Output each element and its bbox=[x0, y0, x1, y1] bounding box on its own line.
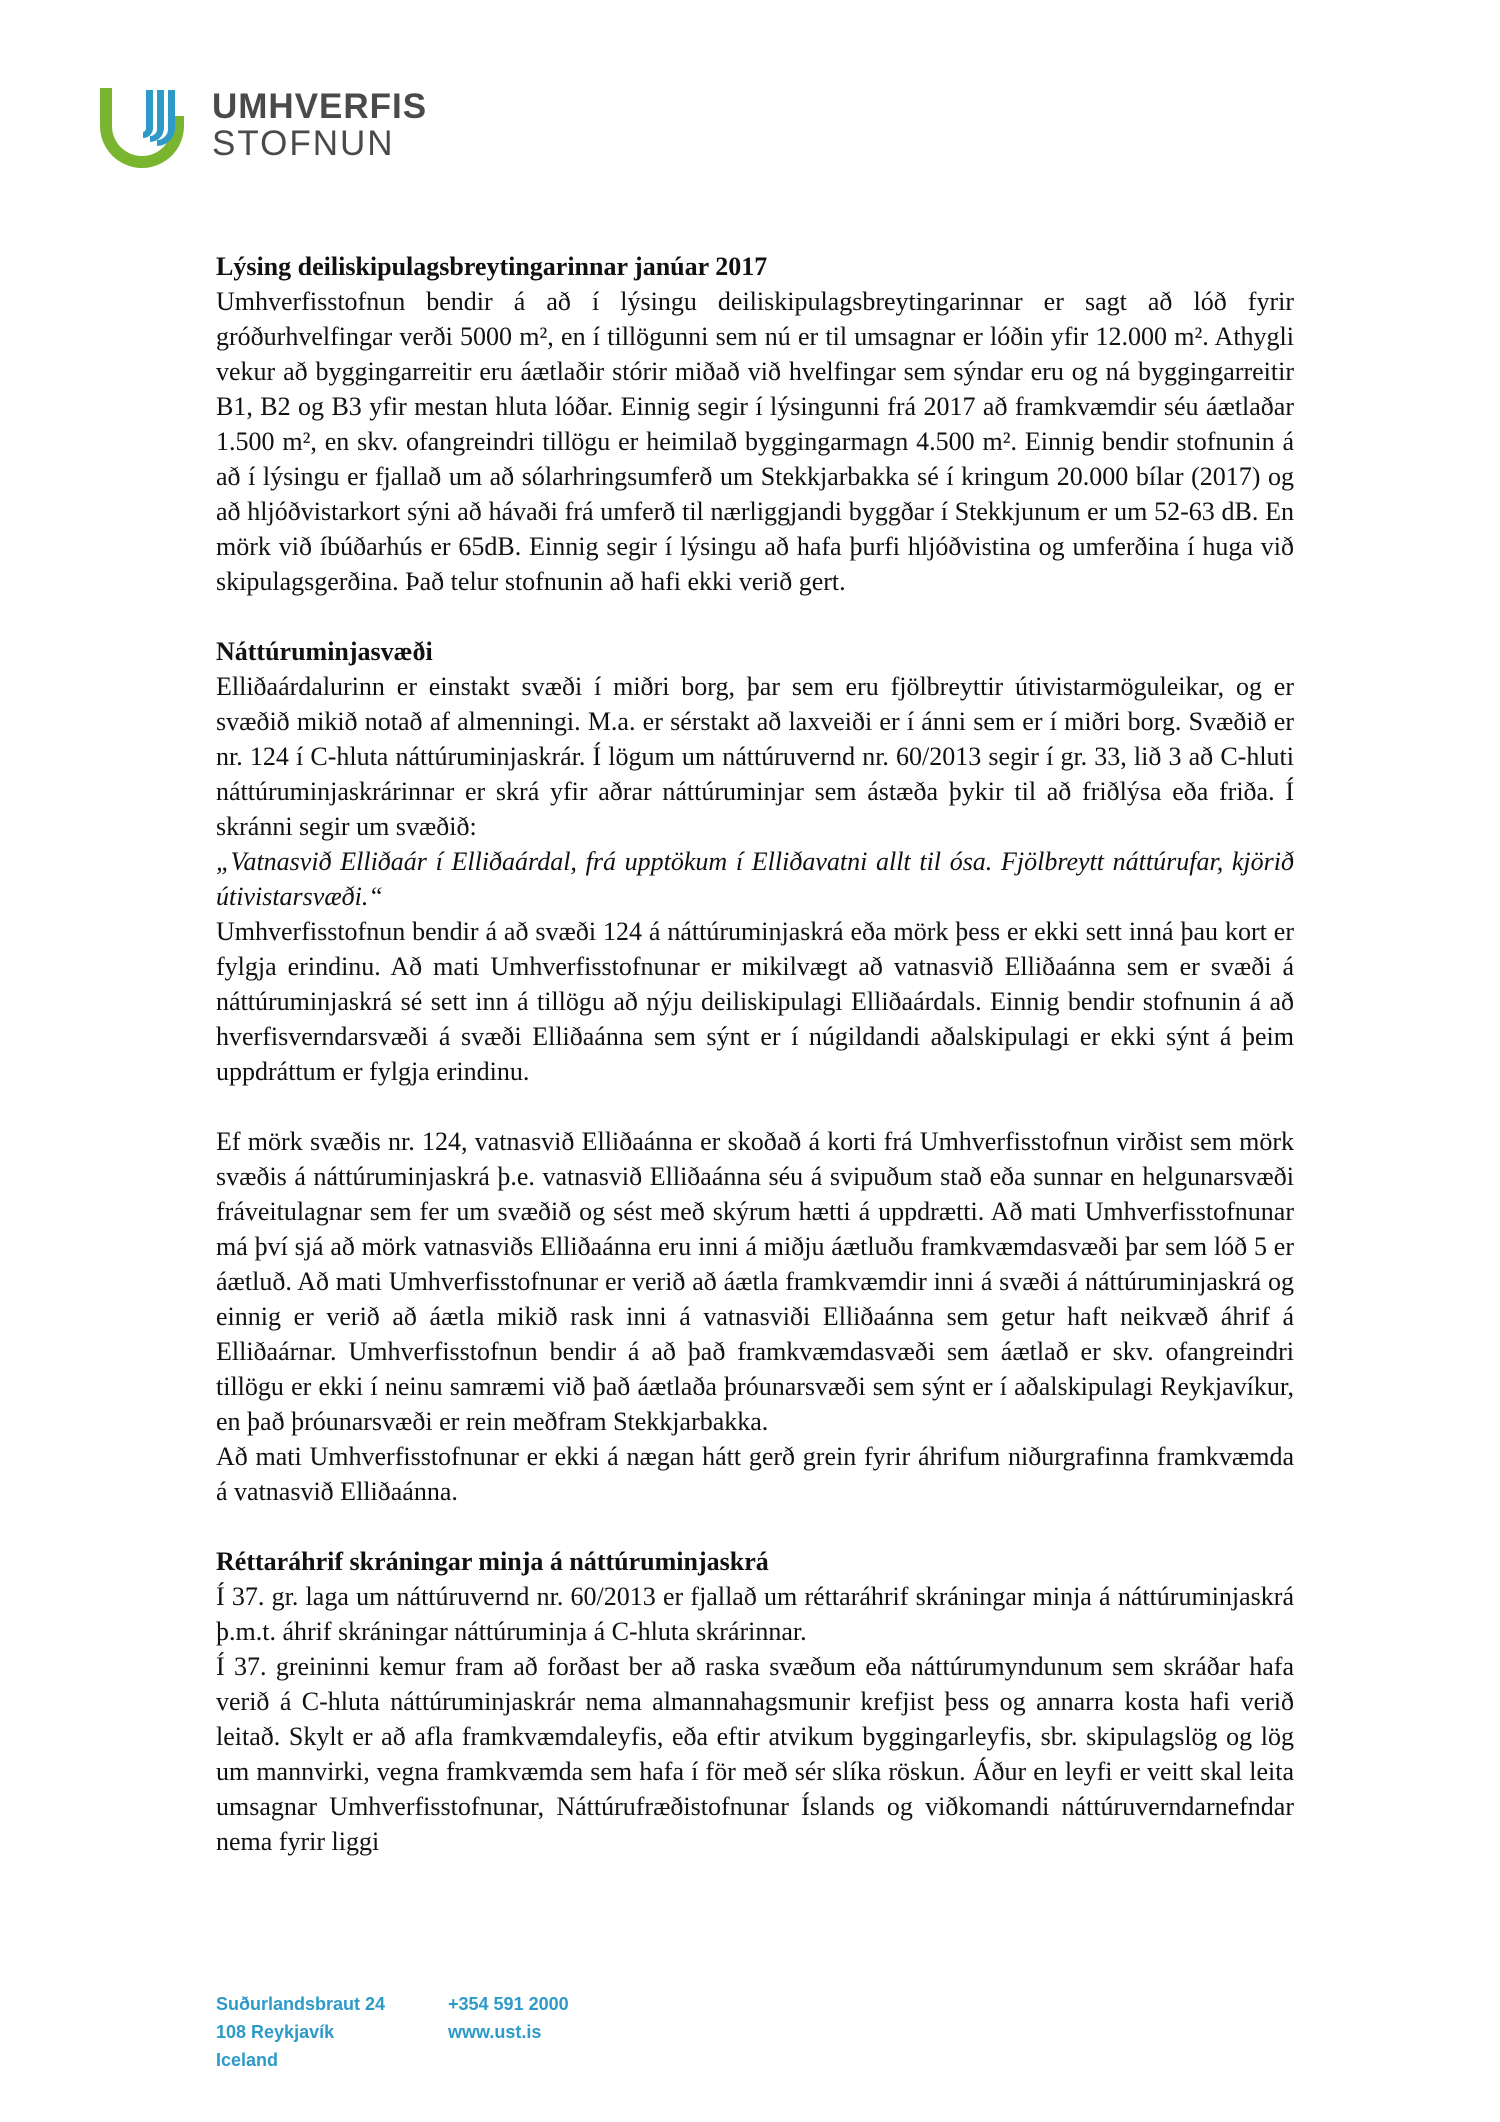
footer-country: Iceland bbox=[216, 2050, 279, 2070]
logo-text-line2: STOFNUN bbox=[212, 124, 395, 163]
paragraph: Í 37. greininni kemur fram að forðast ber að raska svæðum eða náttúrumyndunum sem skráðar hafa verið á C-hluta náttúruminjaskrár nema almannahagsmunir krefjist þess og annarra kosta hafi verið leitað. Skylt er að afla framkvæmdaleyfis, eða eftir atvikum byggingarleyfis, sbr. skipulagslög og lög um mannvirki, vegna framkvæmda sem hafa í för með sér slíka röskun. Áður en leyfi er veitt skal leita umsagnar Umhverfisstofnunar, Náttúrufræðistofnunar Íslands og viðkomandi náttúruverndarnefndar nema fyrir liggi bbox=[216, 1652, 1294, 1856]
paragraph: Ef mörk svæðis nr. 124, vatnasvið Elliðaánna er skoðað á korti frá Umhverfisstofnun virðist sem mörk svæðis á náttúruminjaskrá þ.e. vatnasvið Elliðaánna séu á svipuðum stað eða sunnar en helgunarsvæði fráveitulagnar sem fer um svæðið og sést með skýrum hætti á uppdrætti. Að mati Umhverfisstofnunar má því sjá að mörk vatnasviðs Elliðaánna eru inni á miðju áætluðu framkvæmdasvæði þar sem lóð 5 er áætluð. Að mati Umhverfisstofnunar er verið að áætla framkvæmdir inni á svæði á náttúruminjaskrá og einnig er verið að áætla mikið rask inni á vatnasviði Elliðaánna sem getur haft neikvæð áhrif á Elliðaárnar. Umhverfisstofnun bendir á að það framkvæmdasvæði sem áætlað er skv. ofangreindri tillögu er ekki í neinu samræmi við það áætlaða þróunarsvæði sem sýnt er í aðalskipulagi Reykjavíkur, en það þróunarsvæði er rein meðfram Stekkjarbakka. bbox=[216, 1127, 1294, 1436]
footer-city: 108 Reykjavík bbox=[216, 2022, 335, 2042]
footer-phone: +354 591 2000 bbox=[448, 1994, 569, 2014]
footer-website-link[interactable]: www.ust.is bbox=[448, 2022, 542, 2042]
paragraph: Umhverfisstofnun bendir á að í lýsingu deiliskipulagsbreytingarinnar er sagt að lóð fyrir gróðurhvelfingar verði 5000 m², en í tillögunni sem nú er til umsagnar er lóðin yfir 12.000 m². Athygli vekur að byggingarreitir eru áætlaðir stórir miðað við hvelfingar sem sýndar eru og ná byggingarreitir B1, B2 og B3 yfir mestan hluta lóðar. Einnig segir í lýsingunni frá 2017 að framkvæmdir séu áætlaðar 1.500 m², en skv. ofangreindri tillögu er heimilað byggingarmagn 4.500 m². Einnig bendir stofnunin á að í lýsingu er fjallað um að sólarhringsumferð um Stekkjarbakka sé í kringum 20.000 bílar (2017) og að hljóðvistarkort sýni að hávaði frá umferð til nærliggjandi byggðar í Stekkjunum er um 52-63 dB. En mörk við íbúðarhús er 65dB. Einnig segir í lýsingu að hafa þurfi hljóðvistina og umferðina í huga við skipulagsgerðina. Það telur stofnunin að hafi ekki verið gert. bbox=[216, 287, 1294, 596]
quote-paragraph: „Vatnasvið Elliðaár í Elliðaárdal, frá upptökum í Elliðavatni allt til ósa. Fjölbreytt náttúrufar, kjörið útivistarsvæði.“ bbox=[216, 847, 1294, 911]
umhverfisstofnun-logo bbox=[100, 88, 440, 168]
paragraph: Elliðaárdalurinn er einstakt svæði í miðri borg, þar sem eru fjölbreyttir útivistarmöguleikar, og er svæðið mikið notað af almenningi. M.a. er sérstakt að laxveiði er í ánni sem er í miðri borg. Svæðið er nr. 124 í C-hluta náttúruminjaskrár. Í lögum um náttúruvernd nr. 60/2013 segir í gr. 33, lið 3 að C-hluti náttúruminjaskrárinnar er skrá yfir aðrar náttúruminjar sem ástæða þykir til að friðlýsa eða friða. Í skránni segir um svæðið: bbox=[216, 672, 1294, 841]
logo-text-line1: UMHVERFIS bbox=[212, 87, 428, 126]
logo-mark-icon bbox=[100, 88, 200, 168]
footer-street: Suðurlandsbraut 24 bbox=[216, 1994, 386, 2014]
section-heading-lysing: Lýsing deiliskipulagsbreytingarinnar janúar 2017 bbox=[216, 252, 768, 281]
paragraph: Umhverfisstofnun bendir á að svæði 124 á náttúruminjaskrá eða mörk þess er ekki sett inná þau kort er fylgja erindinu. Að mati Umhverfisstofnunar er mikilvægt að vatnasvið Elliðaánna sem er svæði á náttúruminjaskrá sé sett inn á tillögu að nýju deiliskipulagi Elliðaárdals. Einnig bendir stofnunin á að hverfisverndarsvæði á svæði Elliðaánna sem sýnt er í núgildandi aðalskipulagi er ekki sýnt á þeim uppdráttum er fylgja erindinu. bbox=[216, 917, 1294, 1086]
footer-contact bbox=[448, 1990, 569, 2046]
paragraph: Í 37. gr. laga um náttúruvernd nr. 60/2013 er fjallað um réttaráhrif skráningar minja á náttúruminjaskrá þ.m.t. áhrif skráningar náttúruminja á C-hluta skrárinnar. bbox=[216, 1582, 1294, 1646]
section-heading-natturuminjasvaedi: Náttúruminjasvæði bbox=[216, 637, 433, 666]
letter-body bbox=[216, 249, 1294, 1859]
footer-address bbox=[216, 1990, 385, 2074]
paragraph: Að mati Umhverfisstofnunar er ekki á nægan hátt gerð grein fyrir áhrifum niðurgrafinna framkvæmda á vatnasvið Elliðaánna. bbox=[216, 1442, 1294, 1506]
section-heading-rettarahrif: Réttaráhrif skráningar minja á náttúruminjaskrá bbox=[216, 1547, 769, 1576]
